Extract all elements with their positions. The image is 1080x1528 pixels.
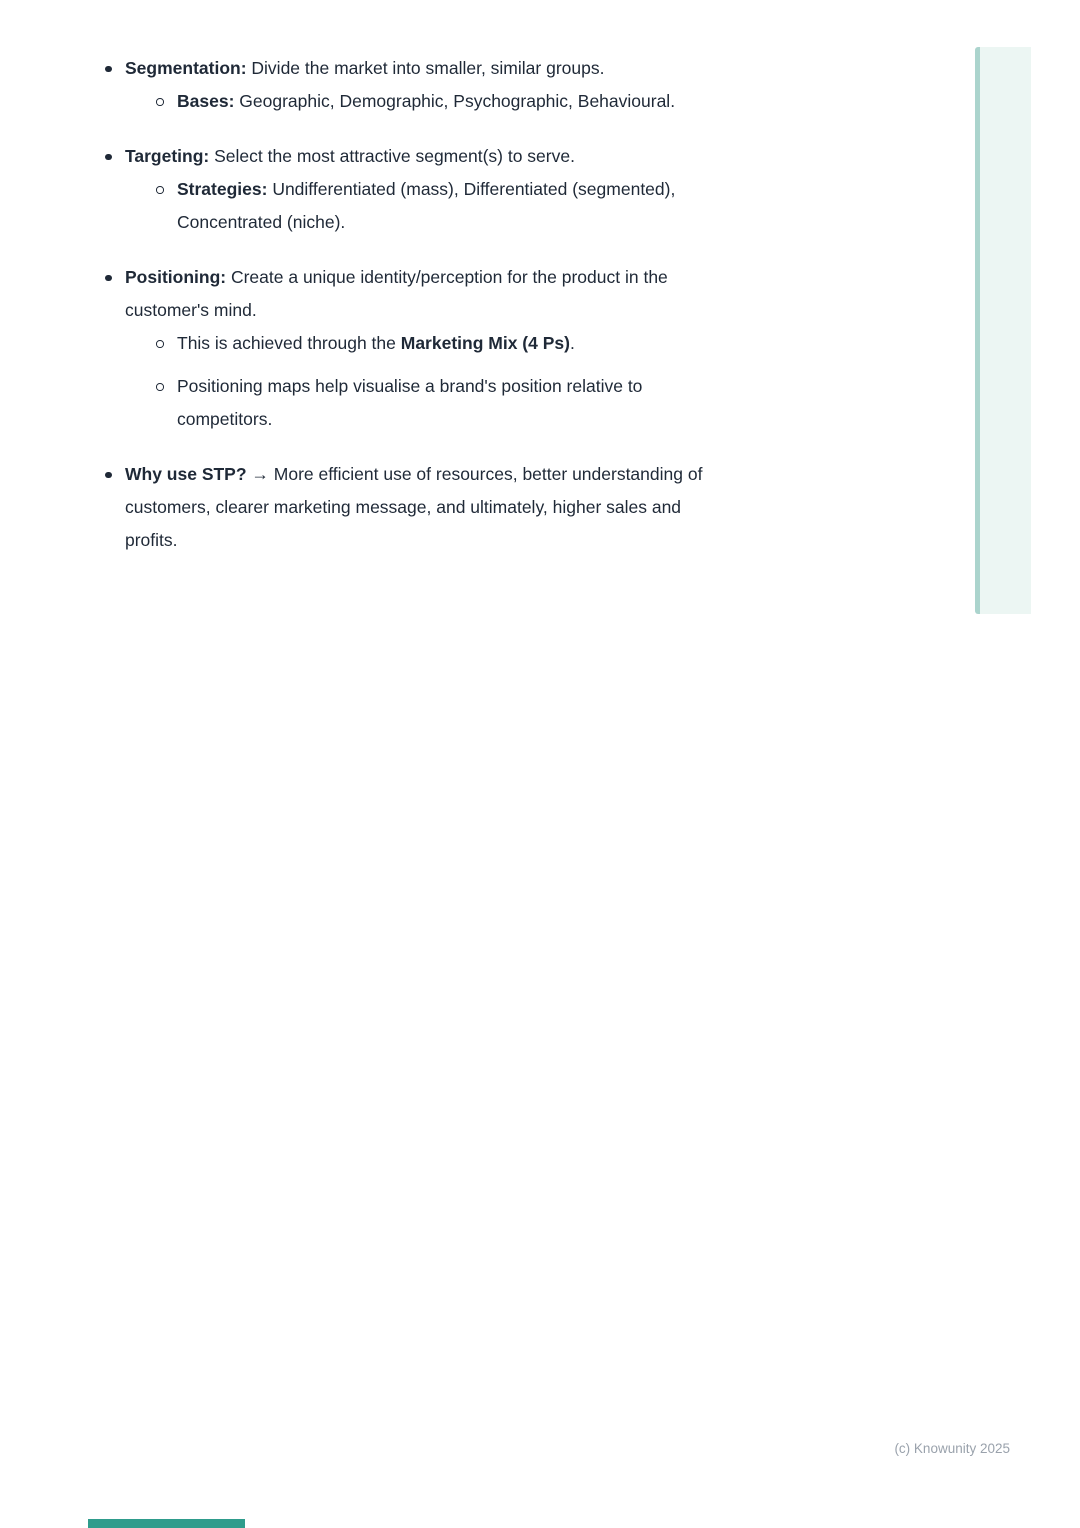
sub-list-item xyxy=(155,85,960,118)
list-item-text xyxy=(125,458,960,557)
list-item-text xyxy=(125,52,960,85)
bold-text-segment: Positioning: xyxy=(125,267,227,287)
bold-text-segment: Marketing Mix (4 Ps) xyxy=(400,333,570,353)
text-segment: This is achieved through the xyxy=(177,333,401,353)
bold-text-segment: Bases: xyxy=(177,91,235,111)
text-segment: Geographic, Demographic, Psychographic, Behavioural. xyxy=(234,91,676,111)
sub-list-item xyxy=(155,173,960,239)
next-page-peek-bar xyxy=(88,1519,245,1528)
text-segment: . xyxy=(569,333,575,353)
bold-text-segment: Targeting: xyxy=(125,146,210,166)
text-segment: Create a unique identity/perception for the product in the customer's mind. xyxy=(125,267,668,320)
sub-list-item xyxy=(155,327,960,360)
text-segment: → More efficient use of resources, better understanding of customers, clearer marketing message, and ultimately, higher sales and profits. xyxy=(125,464,703,550)
sub-list xyxy=(155,173,960,239)
text-segment: Divide the market into smaller, similar groups. xyxy=(246,58,605,78)
bullet-list xyxy=(104,52,960,557)
sub-list xyxy=(155,85,960,118)
bold-text-segment: Why use STP? xyxy=(125,464,247,484)
list-item xyxy=(104,261,960,436)
page-accent-bar xyxy=(975,47,1031,614)
copyright-footer: (c) Knowunity 2025 xyxy=(894,1441,1010,1456)
sub-list xyxy=(155,327,960,436)
list-item xyxy=(104,458,960,557)
list-item-text xyxy=(125,140,960,173)
bold-text-segment: Segmentation: xyxy=(125,58,247,78)
list-item xyxy=(104,140,960,239)
list-item xyxy=(104,52,960,118)
sub-list-item xyxy=(155,370,960,436)
list-item-text xyxy=(125,261,960,327)
bold-text-segment: Strategies: xyxy=(177,179,268,199)
text-segment: Positioning maps help visualise a brand's position relative to competitors. xyxy=(177,376,643,429)
text-segment: Undifferentiated (mass), Differentiated (segmented), Concentrated (niche). xyxy=(177,179,676,232)
text-segment: Select the most attractive segment(s) to serve. xyxy=(209,146,575,166)
